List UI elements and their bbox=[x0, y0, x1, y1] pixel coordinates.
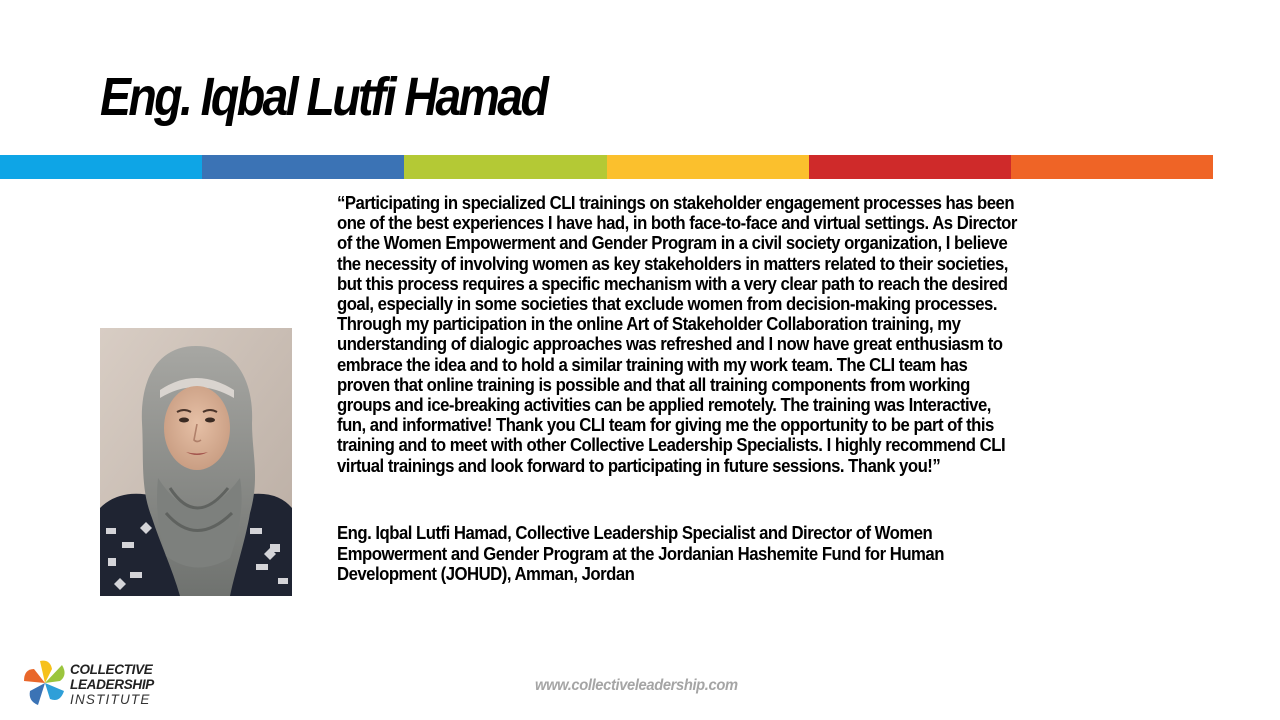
portrait-photo bbox=[100, 328, 292, 596]
color-stripe-segment bbox=[607, 155, 809, 179]
color-stripe-segment bbox=[0, 155, 202, 179]
quote-line: training and to meet with other Collective Leadership Specialists. I highly recommend CLI bbox=[337, 435, 1006, 456]
quote-line: goal, especially in some societies that exclude women from decision-making processes. bbox=[337, 294, 998, 315]
quote-line: one of the best experiences I have had, in both face-to-face and virtual settings. As Director bbox=[337, 213, 1017, 234]
testimonial-quote bbox=[337, 193, 1101, 476]
cli-logo-mark-icon bbox=[22, 657, 68, 709]
quote-line: groups and ice-breaking activities can be applied remotely. The training was Interactive, bbox=[337, 395, 991, 416]
quote-line: virtual trainings and look forward to participating in future sessions. Thank you!” bbox=[337, 455, 941, 476]
attribution-line: Empowerment and Gender Program at the Jordanian Hashemite Fund for Human bbox=[337, 543, 944, 564]
logo-text-collective: COLLECTIVE bbox=[70, 662, 153, 677]
logo-text-institute: INSTITUTE bbox=[70, 692, 151, 707]
logo-petal bbox=[24, 669, 45, 683]
quote-line: of the Women Empowerment and Gender Program in a civil society organization, I believe bbox=[337, 233, 1008, 254]
color-stripe-segment bbox=[202, 155, 404, 179]
logo-petal bbox=[30, 683, 45, 705]
quote-line: Through my participation in the online Art of Stakeholder Collaboration training, my bbox=[337, 314, 961, 335]
logo-petal bbox=[45, 683, 64, 700]
quote-line: but this process requires a specific mechanism with a very clear path to reach the desired bbox=[337, 273, 1008, 294]
testimonial-attribution bbox=[337, 523, 1036, 585]
quote-line: the necessity of involving women as key stakeholders in matters related to their societies, bbox=[337, 253, 1008, 274]
color-stripe-bar bbox=[0, 155, 1213, 179]
color-stripe-segment bbox=[1011, 155, 1213, 179]
quote-line: “Participating in specialized CLI trainings on stakeholder engagement processes has been bbox=[337, 193, 1015, 213]
cli-logo[interactable] bbox=[22, 657, 172, 711]
attribution-line: Eng. Iqbal Lutfi Hamad, Collective Leadership Specialist and Director of Women bbox=[337, 523, 933, 543]
quote-line: fun, and informative! Thank you CLI team for giving me the opportunity to be part of this bbox=[337, 415, 994, 436]
quote-line: understanding of dialogic approaches was refreshed and I now have great enthusiasm to bbox=[337, 334, 1003, 355]
color-stripe-segment bbox=[404, 155, 606, 179]
color-stripe-segment bbox=[809, 155, 1011, 179]
quote-line: embrace the idea and to hold a similar training with my work team. The CLI team has bbox=[337, 354, 968, 375]
slide-title: Eng. Iqbal Lutfi Hamad bbox=[100, 67, 547, 127]
website-link[interactable]: www.collectiveleadership.com bbox=[535, 677, 738, 694]
attribution-line: Development (JOHUD), Amman, Jordan bbox=[337, 564, 635, 584]
quote-line: proven that online training is possible and that all training components from working bbox=[337, 374, 970, 395]
logo-text-leadership: LEADERSHIP bbox=[70, 677, 155, 692]
